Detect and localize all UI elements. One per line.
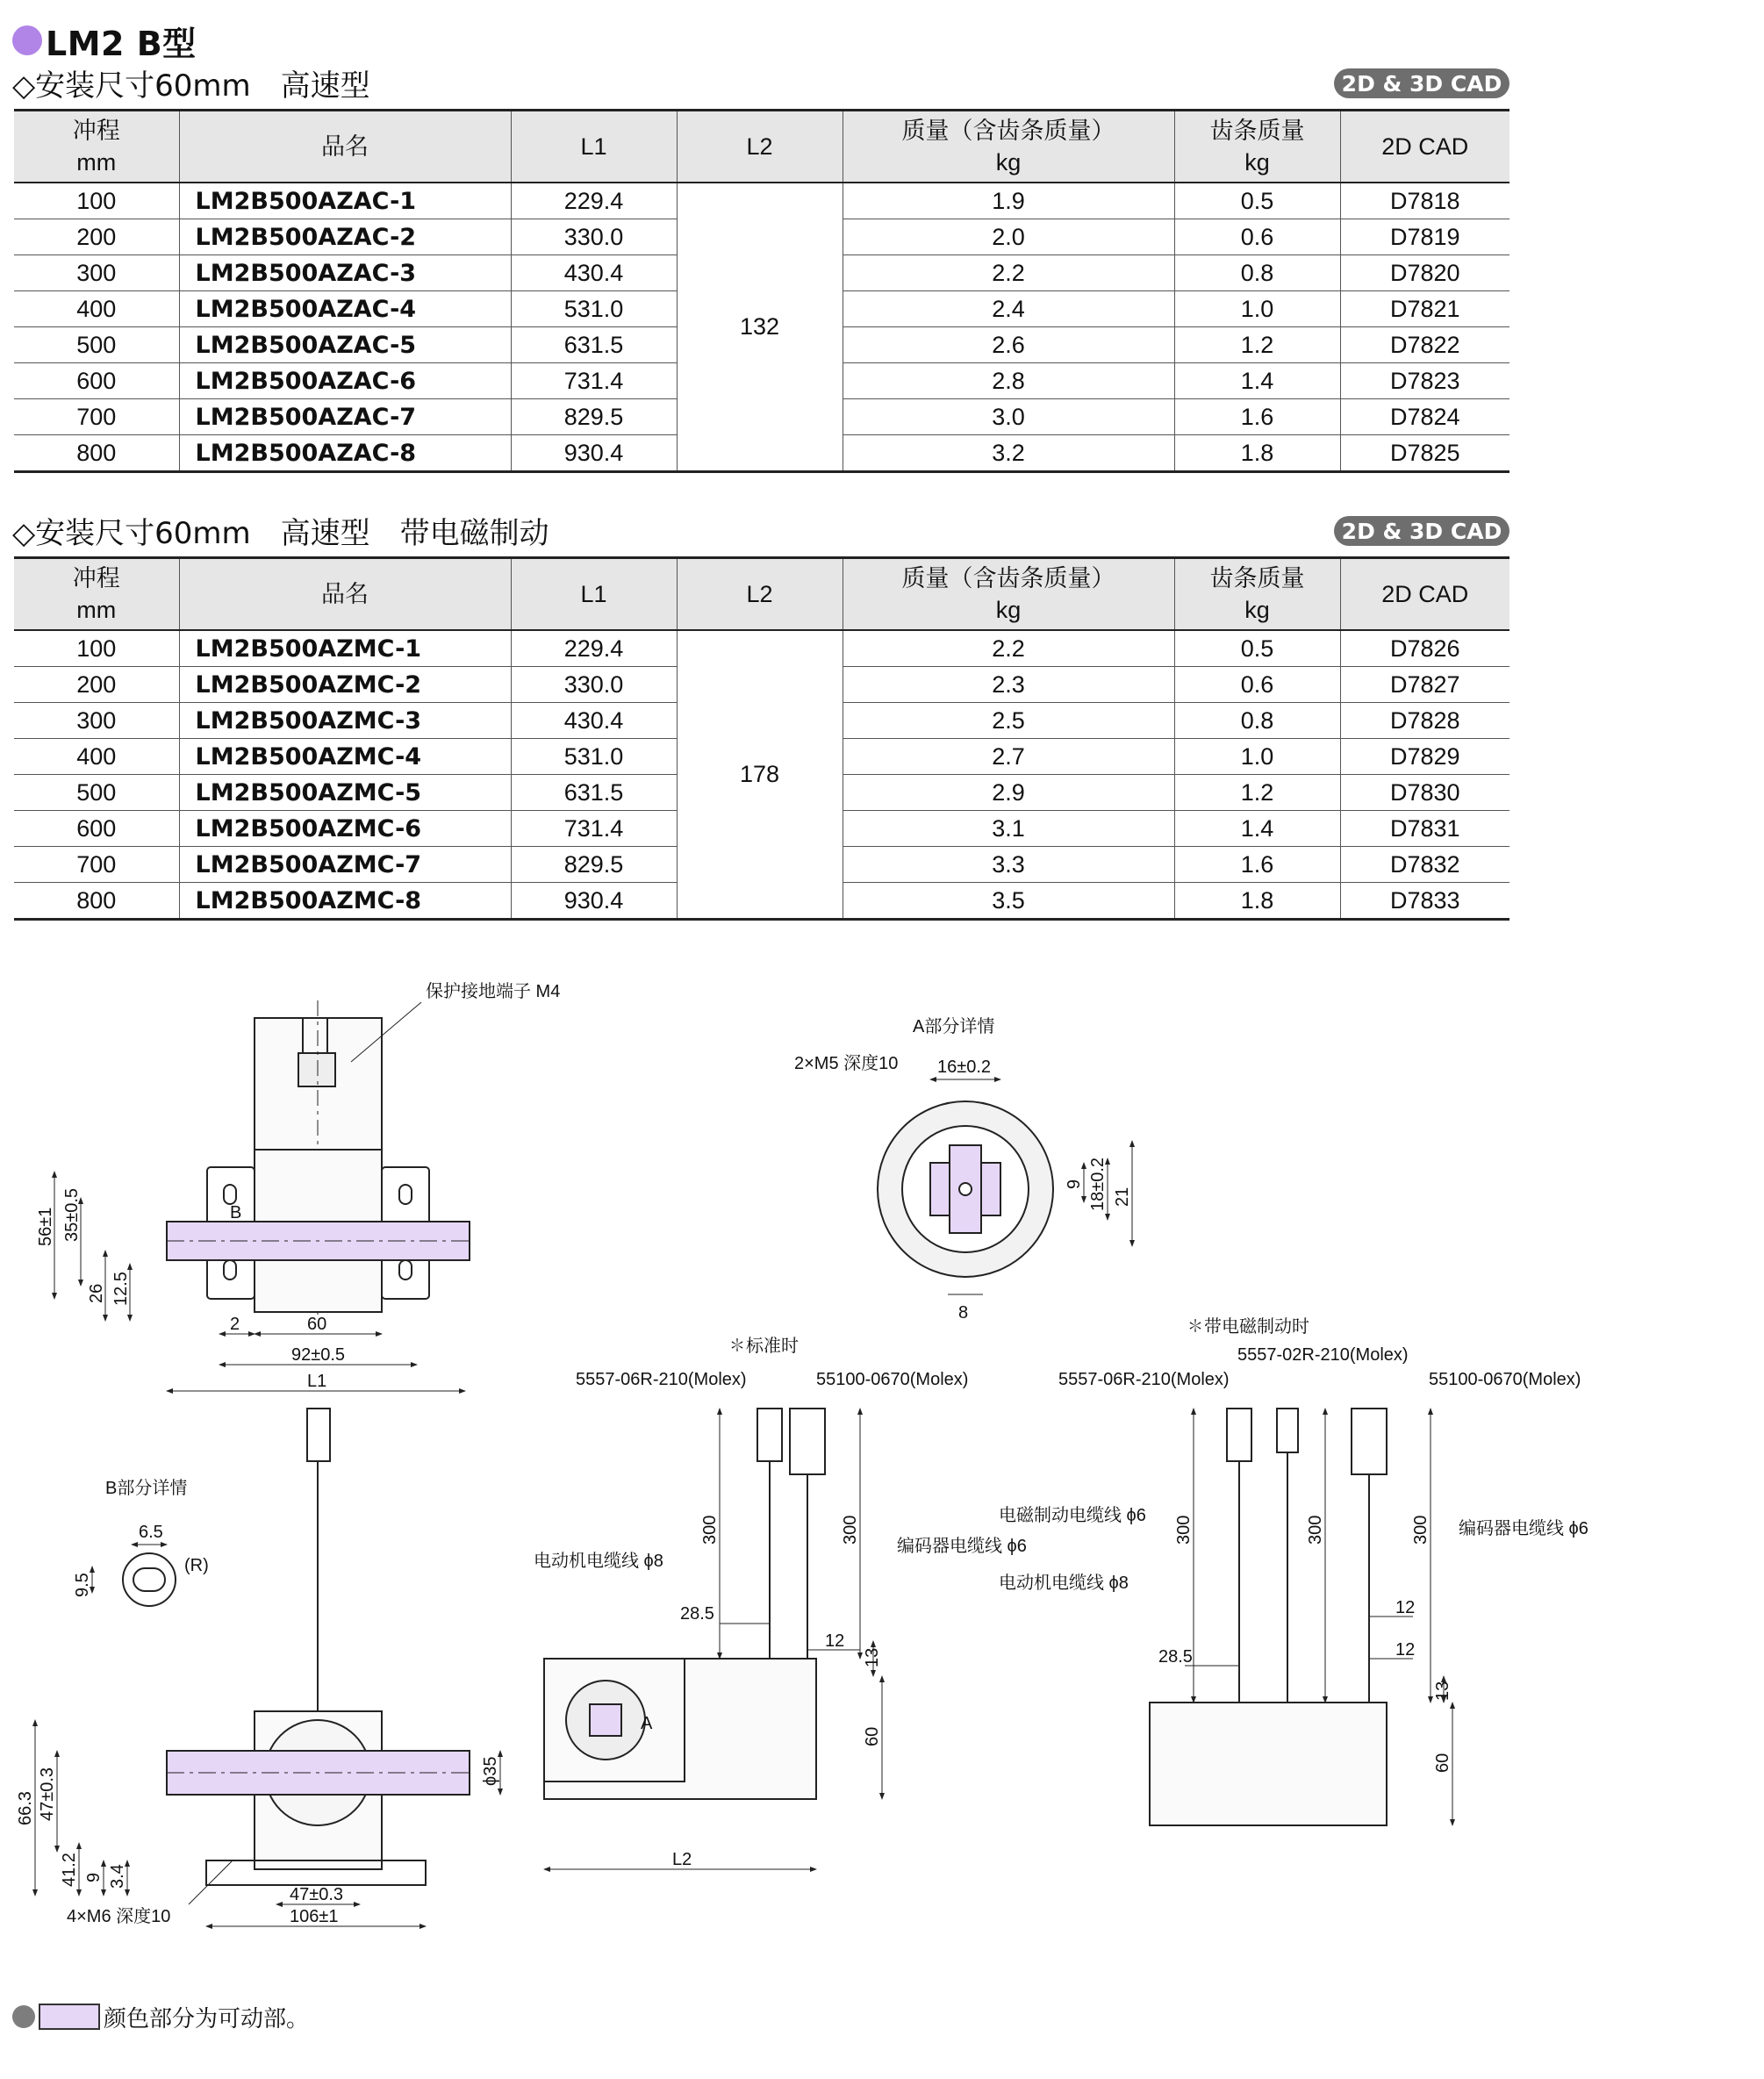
label-conn-power-brk: 5557-06R-210(Molex): [1058, 1370, 1230, 1389]
dim-26: 26: [87, 1283, 106, 1303]
cell-mass: 2.2: [843, 255, 1174, 291]
cell-mass: 3.3: [843, 847, 1174, 883]
cell-rack-mass: 0.8: [1174, 255, 1340, 291]
cell-cad[interactable]: D7821: [1340, 291, 1509, 327]
dim-106: 106±1: [290, 1907, 339, 1926]
cell-cad[interactable]: D7819: [1340, 219, 1509, 255]
cell-stroke: 400: [14, 291, 179, 327]
cell-mass: 2.7: [843, 739, 1174, 775]
cell-stroke: 800: [14, 883, 179, 920]
cell-l1: 330.0: [511, 219, 677, 255]
cell-part-number: LM2B500AZMC-5: [179, 775, 511, 811]
title-text: LM2 B型: [46, 24, 197, 63]
dim-3-4: 3.4: [108, 1864, 127, 1889]
cell-part-number: LM2B500AZAC-7: [179, 399, 511, 435]
cell-rack-mass: 0.5: [1174, 183, 1340, 219]
cell-l1: 430.4: [511, 255, 677, 291]
header-l2: L2: [677, 558, 843, 631]
table-row: [14, 183, 1509, 219]
label-with-brake: ✽带电磁制动时: [1187, 1317, 1309, 1337]
dim-21: 21: [1113, 1186, 1132, 1207]
cell-stroke: 100: [14, 630, 179, 667]
cell-l1: 229.4: [511, 183, 677, 219]
dim-66-3: 66.3: [16, 1791, 35, 1825]
dim-b300a: 300: [1174, 1515, 1194, 1545]
cell-part-number: LM2B500AZAC-8: [179, 435, 511, 472]
cell-part-number: LM2B500AZMC-7: [179, 847, 511, 883]
cell-l2: 178: [677, 630, 843, 920]
cell-part-number: LM2B500AZAC-4: [179, 291, 511, 327]
cell-rack-mass: 1.4: [1174, 811, 1340, 847]
cell-stroke: 200: [14, 667, 179, 703]
label-conn-brake: 5557-02R-210(Molex): [1237, 1345, 1409, 1365]
label-brake-cable: 电磁制动电缆线 ϕ6: [999, 1506, 1146, 1525]
detail-b-view: [123, 1553, 176, 1606]
header-rack-mass: 齿条质量 kg: [1174, 558, 1340, 631]
cell-mass: 3.5: [843, 883, 1174, 920]
cell-mass: 2.5: [843, 703, 1174, 739]
section-heading-2: ◇安装尺寸60mm 高速型 带电磁制动: [12, 515, 549, 551]
dim-b60: 60: [1433, 1753, 1452, 1773]
cad-badge-1[interactable]: 2D & 3D CAD: [1334, 68, 1509, 98]
dim-9-5: 9.5: [73, 1573, 92, 1597]
cell-stroke: 700: [14, 399, 179, 435]
header-part: 品名: [179, 111, 511, 183]
cell-cad[interactable]: D7827: [1340, 667, 1509, 703]
dim-b12a: 12: [1395, 1598, 1416, 1617]
cell-part-number: LM2B500AZMC-2: [179, 667, 511, 703]
cell-cad[interactable]: D7823: [1340, 363, 1509, 399]
cell-rack-mass: 1.0: [1174, 739, 1340, 775]
cell-rack-mass: 1.0: [1174, 291, 1340, 327]
cell-cad[interactable]: D7830: [1340, 775, 1509, 811]
cell-cad[interactable]: D7825: [1340, 435, 1509, 472]
cell-cad[interactable]: D7824: [1340, 399, 1509, 435]
legend-color-swatch: [39, 2004, 100, 2030]
dim-phi35: ϕ35: [481, 1756, 500, 1786]
end-view-bottom: [167, 1409, 470, 1885]
section-heading-1: ◇安装尺寸60mm 高速型: [12, 68, 370, 104]
cell-mass: 3.1: [843, 811, 1174, 847]
cell-rack-mass: 1.8: [1174, 435, 1340, 472]
dim-b13: 13: [1433, 1681, 1452, 1701]
dim-60-top: 60: [307, 1315, 327, 1334]
label-tap-m5: 2×M5 深度10: [794, 1054, 899, 1073]
label-mark-b: B: [230, 1203, 242, 1222]
table-header-row: [14, 558, 1509, 631]
cell-part-number: LM2B500AZAC-3: [179, 255, 511, 291]
cell-rack-mass: 0.5: [1174, 630, 1340, 667]
cell-part-number: LM2B500AZAC-1: [179, 183, 511, 219]
dim-6-5: 6.5: [139, 1523, 163, 1542]
cell-l1: 731.4: [511, 363, 677, 399]
dim-s28-5: 28.5: [680, 1604, 714, 1624]
side-view-brake: [1150, 1409, 1387, 1825]
label-conn-encoder-std: 55100-0670(Molex): [816, 1370, 969, 1389]
cell-stroke: 600: [14, 363, 179, 399]
cell-stroke: 200: [14, 219, 179, 255]
cell-part-number: LM2B500AZMC-8: [179, 883, 511, 920]
cell-rack-mass: 0.8: [1174, 703, 1340, 739]
dimension-drawings: [0, 948, 1764, 1992]
cell-l1: 930.4: [511, 435, 677, 472]
label-ground-terminal: 保护接地端子 M4: [426, 982, 561, 1001]
label-detail-b: B部分详情: [105, 1479, 188, 1498]
header-cad: 2D CAD: [1340, 558, 1509, 631]
cell-cad[interactable]: D7831: [1340, 811, 1509, 847]
dim-47h: 47±0.3: [290, 1885, 344, 1904]
detail-a-view: [878, 1101, 1053, 1277]
header-part: 品名: [179, 558, 511, 631]
cell-mass: 3.0: [843, 399, 1174, 435]
cell-l1: 631.5: [511, 327, 677, 363]
cell-part-number: LM2B500AZMC-3: [179, 703, 511, 739]
cell-rack-mass: 0.6: [1174, 219, 1340, 255]
cell-mass: 3.2: [843, 435, 1174, 472]
label-conn-power-std: 5557-06R-210(Molex): [576, 1370, 747, 1389]
dim-9b: 9: [84, 1872, 104, 1882]
cad-badge-2[interactable]: 2D & 3D CAD: [1334, 516, 1509, 546]
dim-56: 56±1: [36, 1207, 55, 1246]
dim-2: 2: [230, 1315, 240, 1334]
cell-part-number: LM2B500AZMC-6: [179, 811, 511, 847]
cell-l1: 229.4: [511, 630, 677, 667]
cell-rack-mass: 1.2: [1174, 327, 1340, 363]
header-l1: L1: [511, 558, 677, 631]
dim-b300c: 300: [1411, 1515, 1431, 1545]
dim-s12: 12: [825, 1631, 845, 1651]
spec-table-brake: [14, 556, 1509, 921]
dim-s300a: 300: [700, 1515, 720, 1545]
dim-18: 18±0.2: [1088, 1157, 1108, 1211]
cell-cad[interactable]: D7826: [1340, 630, 1509, 667]
dim-s300b: 300: [841, 1515, 860, 1545]
cell-part-number: LM2B500AZMC-1: [179, 630, 511, 667]
page-title: [12, 18, 197, 63]
cell-stroke: 100: [14, 183, 179, 219]
label-mark-r: (R): [184, 1556, 209, 1575]
cell-l1: 330.0: [511, 667, 677, 703]
dim-b12b: 12: [1395, 1640, 1416, 1660]
cell-stroke: 800: [14, 435, 179, 472]
cell-part-number: LM2B500AZAC-2: [179, 219, 511, 255]
label-conn-encoder-brk: 55100-0670(Molex): [1429, 1370, 1581, 1389]
spec-table-standard: [14, 109, 1509, 473]
header-mass: 质量（含齿条质量） kg: [843, 558, 1174, 631]
cell-cad[interactable]: D7822: [1340, 327, 1509, 363]
cell-rack-mass: 0.6: [1174, 667, 1340, 703]
cell-rack-mass: 1.6: [1174, 847, 1340, 883]
label-encoder-cable-2: 编码器电缆线 ϕ6: [1459, 1519, 1588, 1538]
label-detail-a: A部分详情: [913, 1017, 995, 1036]
dim-9: 9: [1065, 1179, 1084, 1189]
front-view-top: [167, 1000, 470, 1316]
label-motor-cable: 电动机电缆线 ϕ8: [534, 1552, 663, 1571]
table-row: [14, 630, 1509, 667]
cell-l1: 430.4: [511, 703, 677, 739]
cell-stroke: 400: [14, 739, 179, 775]
dim-8: 8: [958, 1303, 969, 1323]
cell-mass: 2.0: [843, 219, 1174, 255]
cell-part-number: LM2B500AZAC-5: [179, 327, 511, 363]
cell-l1: 829.5: [511, 399, 677, 435]
dim-47v: 47±0.3: [38, 1767, 57, 1821]
cell-l1: 829.5: [511, 847, 677, 883]
cell-l1: 631.5: [511, 775, 677, 811]
dim-35: 35±0.5: [62, 1187, 82, 1242]
label-motor-cable-2: 电动机电缆线 ϕ8: [999, 1574, 1129, 1593]
cell-cad[interactable]: D7818: [1340, 183, 1509, 219]
cell-stroke: 700: [14, 847, 179, 883]
cell-rack-mass: 1.6: [1174, 399, 1340, 435]
dim-41-2: 41.2: [60, 1853, 79, 1887]
dim-16: 16±0.2: [937, 1057, 992, 1077]
label-encoder-cable: 编码器电缆线 ϕ6: [897, 1537, 1027, 1556]
header-stroke: 冲程 mm: [14, 558, 179, 631]
cell-cad[interactable]: D7829: [1340, 739, 1509, 775]
dim-l2: L2: [672, 1850, 692, 1869]
cell-cad[interactable]: D7832: [1340, 847, 1509, 883]
cell-cad[interactable]: D7828: [1340, 703, 1509, 739]
dim-l1: L1: [307, 1372, 327, 1391]
cell-rack-mass: 1.8: [1174, 883, 1340, 920]
cell-l1: 731.4: [511, 811, 677, 847]
header-l1: L1: [511, 111, 677, 183]
cell-l1: 930.4: [511, 883, 677, 920]
cell-stroke: 300: [14, 703, 179, 739]
title-bullet: [12, 25, 42, 55]
cell-stroke: 300: [14, 255, 179, 291]
cell-mass: 1.9: [843, 183, 1174, 219]
cell-mass: 2.4: [843, 291, 1174, 327]
dim-s13: 13: [863, 1647, 882, 1667]
cell-mass: 2.9: [843, 775, 1174, 811]
legend: [12, 2001, 309, 2032]
label-mark-a: A: [641, 1714, 653, 1733]
cell-l2: 132: [677, 183, 843, 472]
cell-l1: 531.0: [511, 291, 677, 327]
cell-part-number: LM2B500AZMC-4: [179, 739, 511, 775]
dim-92: 92±0.5: [291, 1345, 346, 1365]
cell-mass: 2.2: [843, 630, 1174, 667]
header-rack-mass: 齿条质量 kg: [1174, 111, 1340, 183]
dim-b28-5: 28.5: [1158, 1647, 1193, 1667]
legend-bullet: [12, 2005, 35, 2028]
dim-b300b: 300: [1306, 1515, 1325, 1545]
cell-stroke: 500: [14, 327, 179, 363]
header-l2: L2: [677, 111, 843, 183]
cell-cad[interactable]: D7820: [1340, 255, 1509, 291]
cell-l1: 531.0: [511, 739, 677, 775]
dim-s60: 60: [863, 1726, 882, 1746]
cell-cad[interactable]: D7833: [1340, 883, 1509, 920]
cell-stroke: 500: [14, 775, 179, 811]
label-standard: ✽标准时: [728, 1337, 799, 1356]
cell-stroke: 600: [14, 811, 179, 847]
cell-rack-mass: 1.2: [1174, 775, 1340, 811]
table-header-row: [14, 111, 1509, 183]
cell-mass: 2.8: [843, 363, 1174, 399]
legend-text: 颜色部分为可动部。: [104, 2005, 310, 2032]
label-tap-m6: 4×M6 深度10: [67, 1907, 171, 1926]
header-mass: 质量（含齿条质量） kg: [843, 111, 1174, 183]
header-stroke: 冲程 mm: [14, 111, 179, 183]
cell-mass: 2.3: [843, 667, 1174, 703]
cell-part-number: LM2B500AZAC-6: [179, 363, 511, 399]
cell-rack-mass: 1.4: [1174, 363, 1340, 399]
header-cad: 2D CAD: [1340, 111, 1509, 183]
cell-mass: 2.6: [843, 327, 1174, 363]
dim-12-5: 12.5: [111, 1272, 131, 1306]
